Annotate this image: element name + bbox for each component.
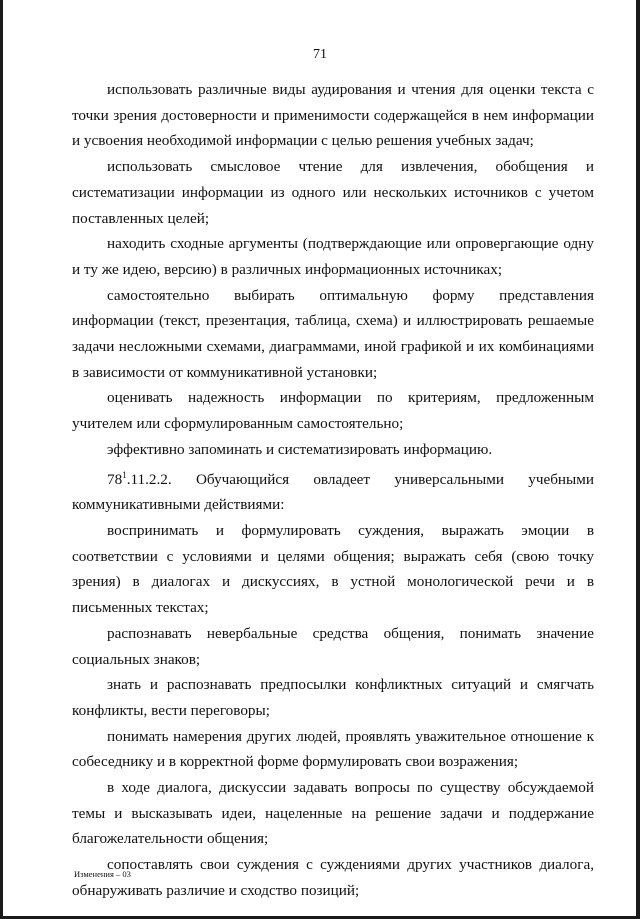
paragraph: оценивать надежность информации по критериям, предложенным учителем или сформулированным самостоятельно; xyxy=(72,389,594,433)
scan-edge-left xyxy=(0,0,3,919)
section-heading xyxy=(72,463,594,518)
paragraph: распознавать невербальные средства общения, понимать значение социальных знаков; xyxy=(72,624,594,668)
body-text xyxy=(72,77,594,904)
section-text: Обучающийся овладеет универсальными учебными коммуникативными действиями: xyxy=(72,470,594,514)
paragraph: использовать различные виды аудирования и чтения для оценки текста с точки зрения достоверности и применимости содержащейся в нем информации и усвоения необходимой информации с целью решения учебных задач; xyxy=(72,81,594,150)
section-number-rest: .11.2.2. xyxy=(126,470,172,488)
paragraph: самостоятельно выбирать оптимальную форму представления информации (текст, презентация, таблица, схема) и иллюстрировать решаемые задачи несложными схемами, диаграммами, иной графикой и их комбинациями в зависимости от коммуникативной установки; xyxy=(72,286,594,381)
paragraph: в ходе диалога, дискуссии задавать вопросы по существу обсуждаемой темы и высказывать идеи, нацеленные на решение задачи и поддержание благожелательности общения; xyxy=(72,779,594,848)
paragraph: знать и распознавать предпосылки конфликтных ситуаций и смягчать конфликты, вести переговоры; xyxy=(72,676,594,719)
paragraph: воспринимать и формулировать суждения, выражать эмоции в соответствии с условиями и целями общения; выражать себя (свою точку зрения) в диалогах и дискуссиях, в устной монологической речи и в письменных текстах; xyxy=(72,522,594,617)
paragraph: сопоставлять свои суждения с суждениями других участников диалога, обнаруживать различие и сходство позиций; xyxy=(72,856,594,899)
page-number: 71 xyxy=(313,47,327,62)
scan-edge-right xyxy=(636,0,640,919)
paragraph: понимать намерения других людей, проявлять уважительное отношение к собеседнику и в корректной форме формулировать свои возражения; xyxy=(72,727,594,771)
paragraph: использовать смысловое чтение для извлечения, обобщения и систематизации информации из одного или нескольких источников с учетом поставленных целей; xyxy=(72,158,594,227)
footer-note: Изменения – 03 xyxy=(74,869,131,879)
paragraph: находить сходные аргументы (подтверждающие или опровергающие одну и ту же идею, версию) в различных информационных источниках; xyxy=(72,235,594,278)
paragraph: эффективно запоминать и систематизировать информацию. xyxy=(107,440,493,458)
section-number: 78 xyxy=(107,470,123,488)
section-number-superscript: 1 xyxy=(122,469,127,480)
